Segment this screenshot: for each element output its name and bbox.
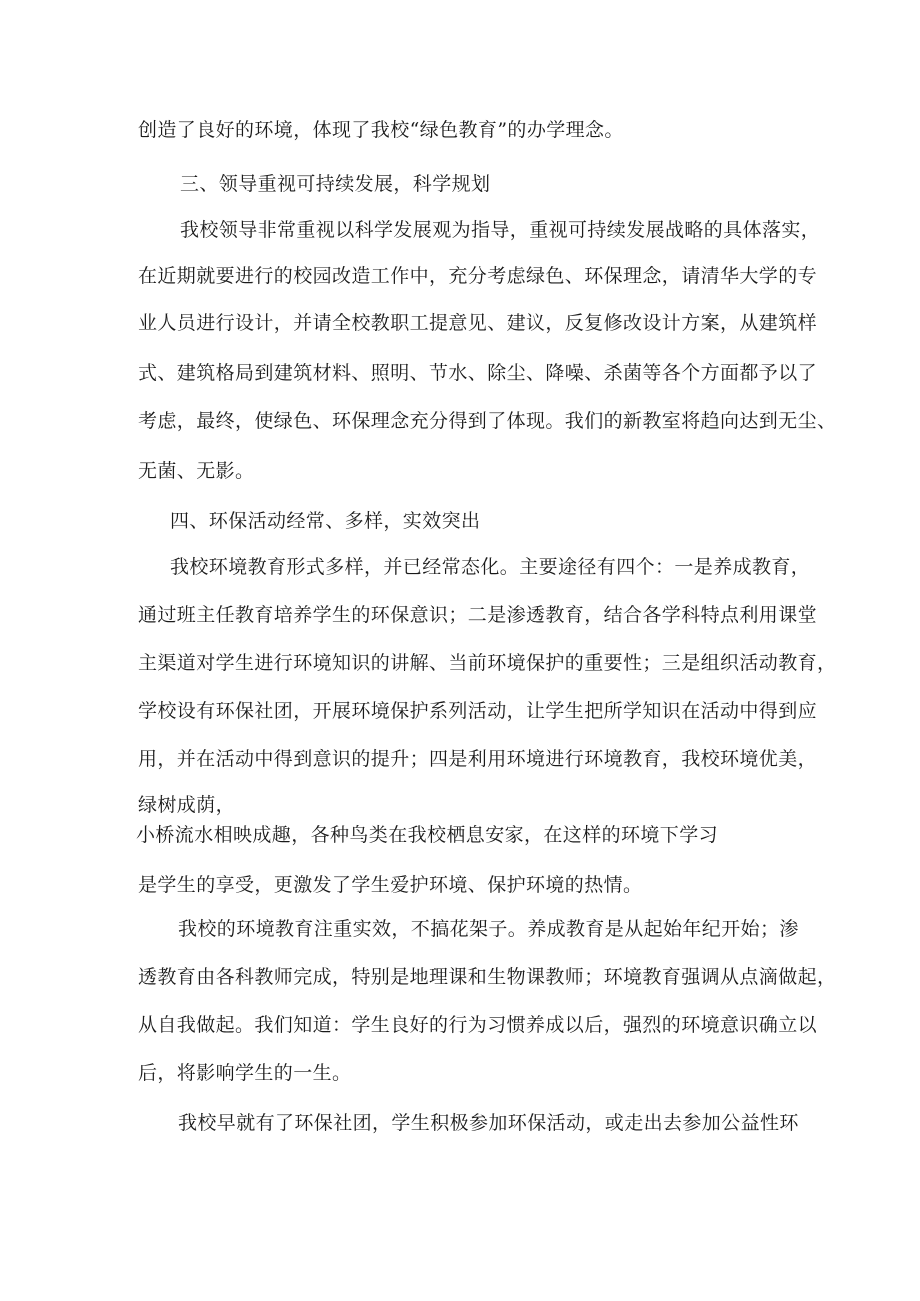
paragraph-line: 式、建筑格局到建筑材料、照明、节水、除尘、降噪、杀菌等各个方面都予以了 [138,362,818,384]
paragraph-line: 是学生的享受，更激发了学生爱护环境、保护环境的热情。 [138,874,643,896]
section-heading: 三、领导重视可持续发展，科学规划 [180,173,491,195]
paragraph-line: 主渠道对学生进行环境知识的讲解、当前环境保护的重要性；三是组织活动教育， [138,652,837,674]
paragraph-line: 我校领导非常重视以科学发展观为指导，重视可持续发展战略的具体落实， [180,219,821,241]
paragraph-line: 我校早就有了环保社团，学生积极参加环保活动，或走出去参加公益性环 [178,1112,799,1134]
paragraph-line: 绿树成荫， [138,794,236,816]
paragraph-line: 用，并在活动中得到意识的提升；四是利用环境进行环境教育，我校环境优美， [138,748,818,770]
paragraph-line: 我校的环境教育注重实效，不搞花架子。养成教育是从起始年纪开始；渗 [178,918,799,940]
paragraph-line: 学校设有环保社团，开展环境保护系列活动，让学生把所学知识在活动中得到应 [138,700,818,722]
paragraph-line: 从自我做起。我们知道：学生良好的行为习惯养成以后，强烈的环境意识确立以 [138,1014,818,1036]
paragraph-line: 后，将影响学生的一生。 [138,1062,352,1084]
paragraph-line: 考虑，最终，使绿色、环保理念充分得到了体现。我们的新教室将趋向达到无尘、 [138,410,837,432]
paragraph-line: 无菌、无影。 [138,460,255,482]
paragraph-line: 小桥流水相映成趣，各种鸟类在我校栖息安家，在这样的环境下学习 [136,824,719,846]
paragraph-line: 创造了良好的环境，体现了我校“绿色教育”的办学理念。 [138,119,624,141]
paragraph-line: 在近期就要进行的校园改造工作中，充分考虑绿色、环保理念，请清华大学的专 [138,265,818,287]
paragraph-line: 业人员进行设计，并请全校教职工提意见、建议，反复修改设计方案，从建筑样 [138,312,818,334]
section-heading: 四、环保活动经常、多样，实效突出 [170,510,481,532]
paragraph-line: 通过班主任教育培养学生的环保意识；二是渗透教育，结合各学科特点利用课堂 [138,604,818,626]
paragraph-line: 我校环境教育形式多样，并已经常态化。主要途径有四个：一是养成教育， [170,556,811,578]
paragraph-line: 透教育由各科教师完成，特别是地理课和生物课教师；环境教育强调从点滴做起， [138,966,837,988]
